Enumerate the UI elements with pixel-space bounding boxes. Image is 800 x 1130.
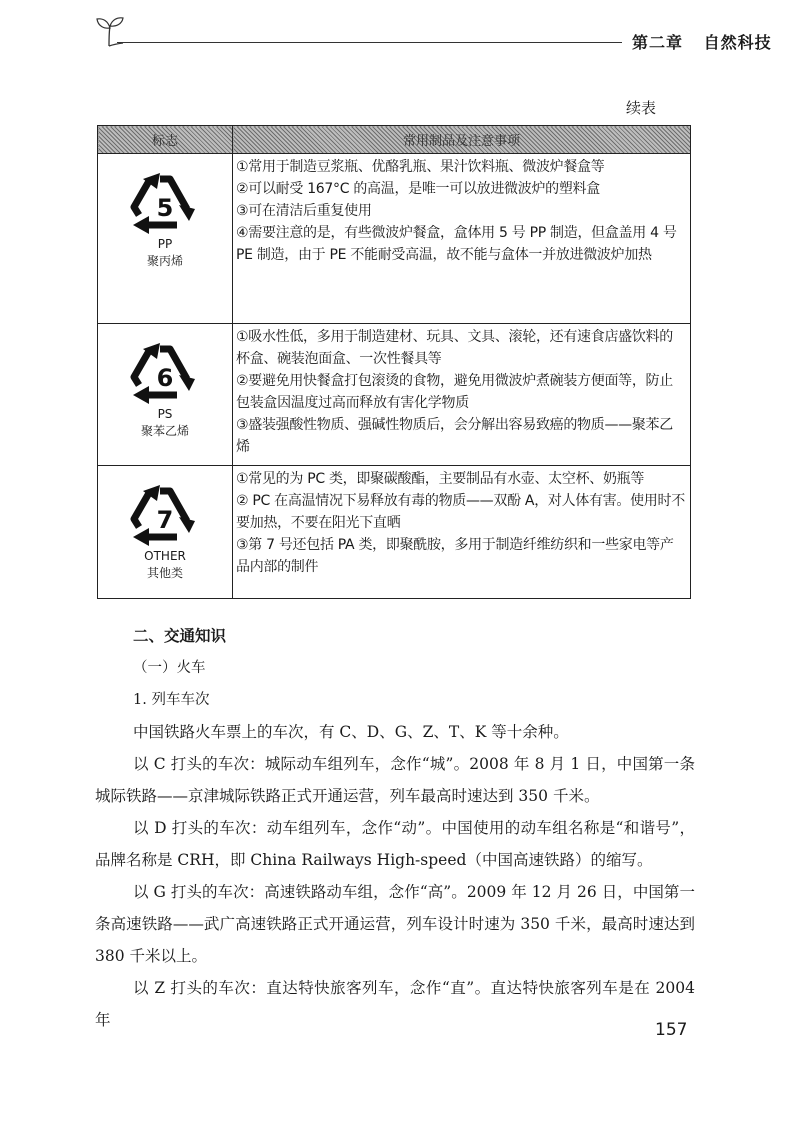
- subsection-title: （一）火车: [133, 660, 206, 676]
- usage-note: ②可以耐受 167°C 的高温，是唯一可以放进微波炉的塑料盒: [236, 181, 600, 197]
- recycle-number: 6: [156, 364, 174, 392]
- plastic-code: PS: [157, 407, 173, 421]
- table-row: [98, 324, 691, 466]
- page-number: 157: [655, 1020, 688, 1040]
- chapter-label: 第二章: [632, 33, 684, 52]
- usage-notes-cell: [233, 466, 691, 599]
- plastic-name: 其他类: [146, 566, 183, 580]
- paragraph: 以 D 打头的车次：动车组列车，念作“动”。中国使用的动车组名称是“和谐号”，品牌名称是 CRH，即 China Railways High-speed（中国高速铁路）的缩写。: [95, 819, 695, 869]
- usage-note: ④需要注意的是，有些微波炉餐盒，盒体用 5 号 PP 制造，但盒盖用 4 号 PE 制造，由于 PE 不能耐受高温，故不能与盒体一并放进微波炉加热: [236, 225, 677, 263]
- item-title: 1. 列车车次: [133, 692, 210, 708]
- plastic-code: OTHER: [144, 549, 186, 563]
- section-title: 二、交通知识: [133, 627, 227, 645]
- plastic-name: 聚苯乙烯: [140, 424, 189, 438]
- running-head: [632, 30, 772, 53]
- plastic-code: PP: [157, 237, 173, 251]
- paragraph: 以 C 打头的车次：城际动车组列车，念作“城”。2008 年 8 月 1 日，中国第一条城际铁路——京津城际铁路正式开通运营，列车最高时速达到 350 千米。: [95, 755, 695, 805]
- paragraph: 以 Z 打头的车次：直达特快旅客列车，念作“直”。直达特快旅客列车是在 2004 年: [95, 979, 695, 1029]
- paragraph: 中国铁路火车票上的车次，有 C、D、G、Z、T、K 等十余种。: [133, 723, 569, 741]
- recycle-triangle-icon: [127, 481, 203, 547]
- table-header-row: [98, 126, 691, 154]
- usage-note: ②要避免用快餐盒打包滚烫的食物，避免用微波炉煮碗装方便面等，防止包装盒因温度过高而释放有害化学物质: [236, 373, 673, 411]
- table-header-cell: 标志: [98, 126, 233, 154]
- plastic-name: 聚丙烯: [146, 254, 183, 268]
- usage-notes-cell: [233, 154, 691, 324]
- usage-note: ①常见的为 PC 类，即聚碳酸酯，主要制品有水壶、太空杯、奶瓶等: [236, 471, 645, 487]
- table-header-cell: 常用制品及注意事项: [233, 126, 691, 154]
- usage-notes-cell: [233, 324, 691, 466]
- recycle-number: 7: [156, 506, 174, 534]
- paragraph: 以 G 打头的车次：高速铁路动车组，念作“高”。2009 年 12 月 26 日，中国第一条高速铁路——武广高速铁路正式开通运营，列车设计时速为 350 千米，最高时速达到 380 千米以上。: [95, 883, 695, 965]
- recycle-number: 5: [156, 194, 174, 222]
- usage-note: ② PC 在高温情况下易释放有毒的物质——双酚 A，对人体有害。使用时不要加热，不要在阳光下直晒: [236, 493, 685, 531]
- recycle-symbol-cell: [98, 324, 233, 466]
- recycle-triangle-icon: [127, 339, 203, 405]
- usage-note: ③可在清洁后重复使用: [236, 203, 372, 219]
- usage-note: ①常用于制造豆浆瓶、优酪乳瓶、果汁饮料瓶、微波炉餐盒等: [236, 159, 605, 175]
- chapter-title: 自然科技: [703, 33, 772, 52]
- page-header: [95, 14, 772, 54]
- table-row: [98, 154, 691, 324]
- body-text: [95, 620, 695, 1036]
- recycle-symbol-cell: [98, 466, 233, 599]
- recycle-symbol-cell: [98, 154, 233, 324]
- usage-note: ①吸水性低，多用于制造建材、玩具、文具、滚轮，还有速食店盛饮料的杯盒、碗装泡面盒、一次性餐具等: [236, 329, 673, 367]
- usage-note: ③第 7 号还包括 PA 类，即聚酰胺，多用于制造纤维纺织和一些家电等产品内部的制件: [236, 537, 674, 575]
- recycle-triangle-icon: [127, 169, 203, 235]
- table-continued-label: 续表: [626, 99, 657, 117]
- table-row: [98, 466, 691, 599]
- recycling-code-table: [97, 125, 691, 599]
- header-rule: [117, 42, 622, 43]
- usage-note: ③盛装强酸性物质、强碱性物质后，会分解出容易致癌的物质——聚苯乙烯: [236, 417, 673, 455]
